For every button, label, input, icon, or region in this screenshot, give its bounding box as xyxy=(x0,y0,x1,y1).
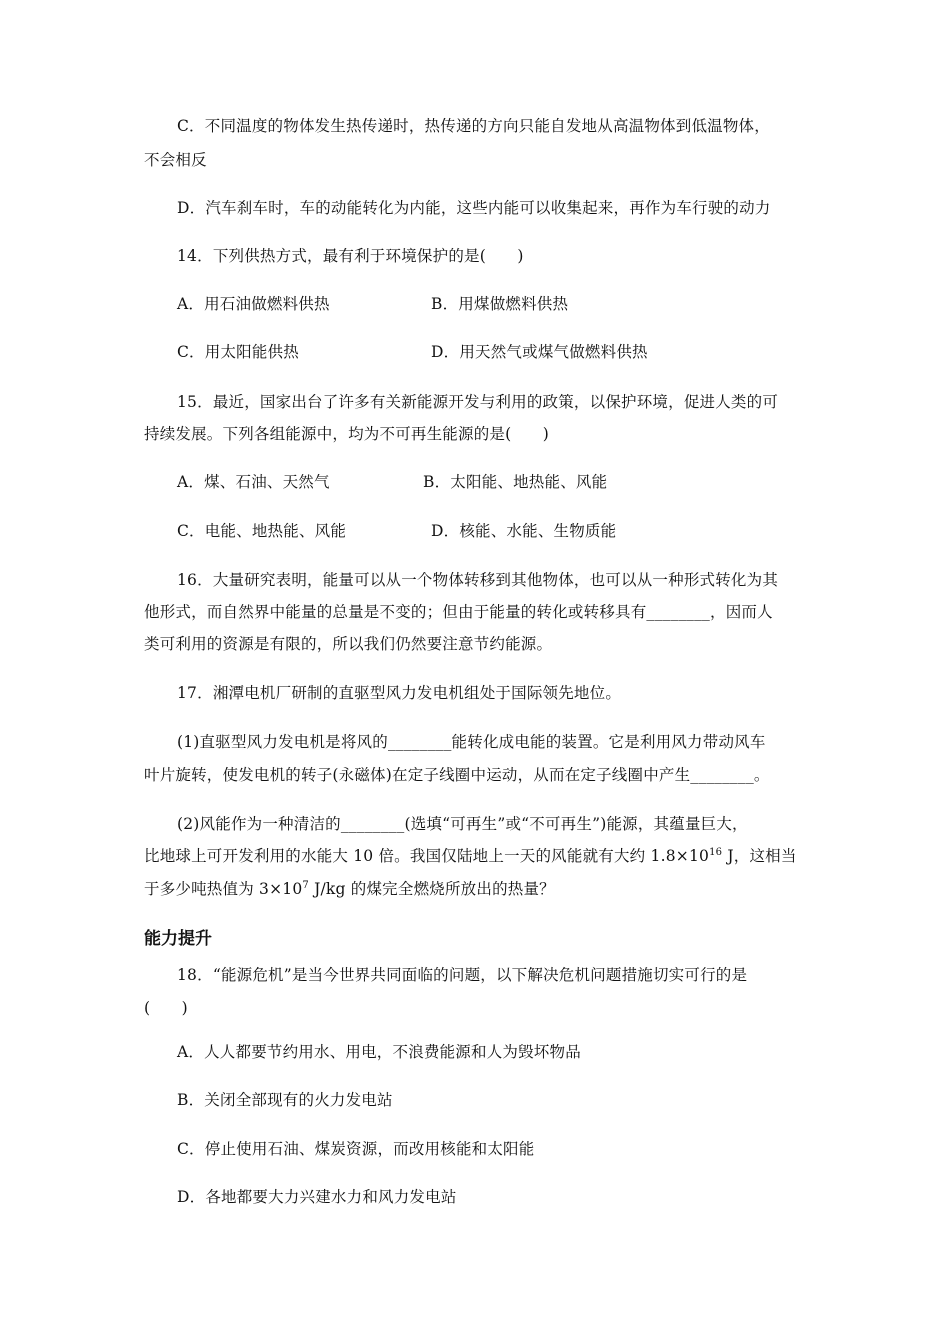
q16-line3: 类可利用的资源是有限的，所以我们仍然要注意节约能源。 xyxy=(144,635,553,653)
q17-part2-line3 xyxy=(144,879,555,899)
q17-part2-line2-text: 比地球上可开发利用的水能大 10 倍。我国仅陆地上一天的风能就有大约 1.8×10 xyxy=(144,847,710,865)
q13-option-c-line2: 不会相反 xyxy=(144,151,207,169)
q18-option-d: D．各地都要大力兴建水力和风力发电站 xyxy=(177,1188,457,1206)
q14-option-b: B．用煤做燃料供热 xyxy=(431,295,569,313)
q17-part2-line2 xyxy=(144,846,797,866)
q14-option-a: A．用石油做燃料供热 xyxy=(177,295,330,313)
q14-option-d: D．用天然气或煤气做燃料供热 xyxy=(431,343,648,361)
q17-part1-line1: (1)直驱型风力发电机是将风的________能转化成电能的装置。它是利用风力带动风车 xyxy=(177,733,766,751)
q17-part2-line1: (2)风能作为一种清洁的________(选填“可再生”或“不可再生”)能源，其蕴量巨大， xyxy=(177,815,748,833)
section-heading: 能力提升 xyxy=(144,929,212,949)
q15-option-c: C．电能、地热能、风能 xyxy=(177,522,347,540)
q15-option-a: A．煤、石油、天然气 xyxy=(177,473,330,491)
q18-stem-line2: ( ) xyxy=(144,999,188,1017)
q17-part2-line3-text: 于多少吨热值为 3×10 xyxy=(144,880,303,898)
q15-stem-line2: 持续发展。下列各组能源中，均为不可再生能源的是( ) xyxy=(144,425,549,443)
q15-stem-line1: 15．最近，国家出台了许多有关新能源开发与利用的政策，以保护环境，促进人类的可 xyxy=(177,393,779,411)
q13-option-c-line1: C．不同温度的物体发生热传递时，热传递的方向只能自发地从高温物体到低温物体， xyxy=(177,117,770,135)
q15-option-d: D．核能、水能、生物质能 xyxy=(431,522,617,540)
q16-line1: 16．大量研究表明，能量可以从一个物体转移到其他物体，也可以从一种形式转化为其 xyxy=(177,571,779,589)
q17-exponent-7: 7 xyxy=(302,879,309,891)
q17-stem: 17．湘潭电机厂研制的直驱型风力发电机组处于国际领先地位。 xyxy=(177,684,622,702)
q16-line2: 他形式，而自然界中能量的总量是不变的；但由于能量的转化或转移具有________，因而人 xyxy=(144,603,773,621)
q18-stem-line1: 18．“能源危机”是当今世界共同面临的问题，以下解决危机问题措施切实可行的是 xyxy=(177,966,748,984)
q18-option-c: C．停止使用石油、煤炭资源，而改用核能和太阳能 xyxy=(177,1140,535,1158)
q18-option-b: B．关闭全部现有的火力发电站 xyxy=(177,1091,393,1109)
q17-part1-line2: 叶片旋转，使发电机的转子(永磁体)在定子线圈中运动，从而在定子线圈中产生________。 xyxy=(144,766,770,784)
q14-option-c: C．用太阳能供热 xyxy=(177,343,299,361)
q17-part2-line2-tail: J，这相当 xyxy=(722,847,797,865)
q13-option-d: D．汽车刹车时，车的动能转化为内能，这些内能可以收集起来，再作为车行驶的动力 xyxy=(177,199,771,217)
q14-stem: 14．下列供热方式，最有利于环境保护的是( ) xyxy=(177,247,524,265)
q17-exponent-16: 16 xyxy=(709,846,723,858)
q15-option-b: B．太阳能、地热能、风能 xyxy=(423,473,608,491)
q18-option-a: A．人人都要节约用水、用电，不浪费能源和人为毁坏物品 xyxy=(177,1043,581,1061)
q17-part2-line3-tail: J/kg 的煤完全燃烧所放出的热量？ xyxy=(308,880,555,898)
